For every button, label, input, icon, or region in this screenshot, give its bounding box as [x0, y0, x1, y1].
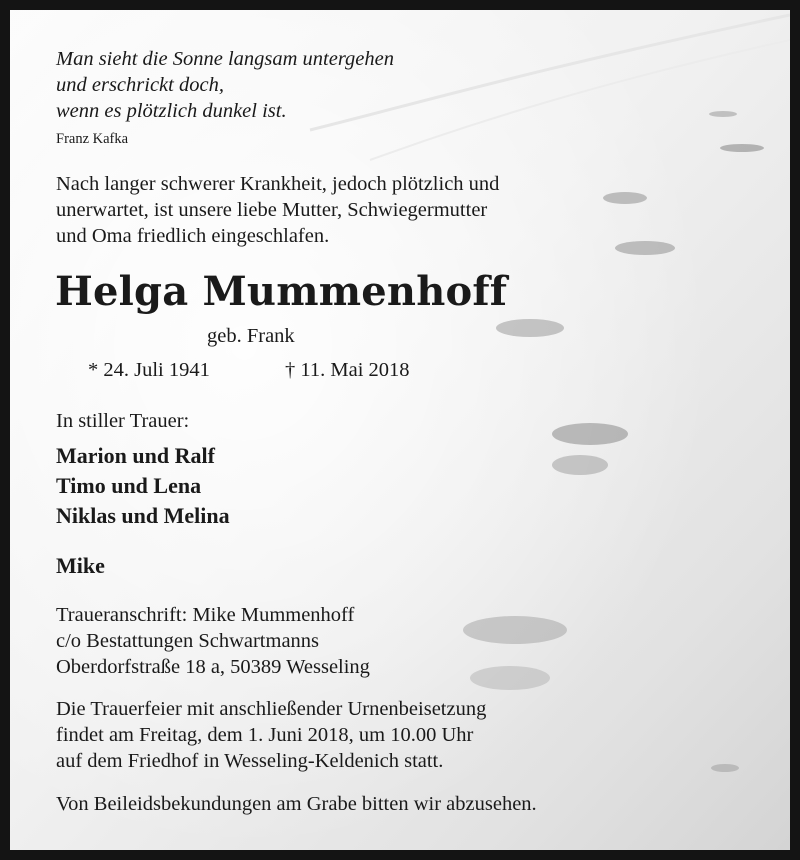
footprint	[496, 319, 564, 337]
quote-line: wenn es plötzlich dunkel ist.	[56, 100, 287, 122]
ceremony-line: auf dem Friedhof in Wesseling-Keldenich statt.	[56, 750, 444, 772]
footprint	[709, 111, 737, 117]
mourner-family: Timo und Lena	[56, 473, 202, 498]
quote-author: Franz Kafka	[56, 131, 129, 147]
quote-line: und erschrickt doch,	[56, 74, 224, 96]
death-date: † 11. Mai 2018	[285, 359, 410, 381]
mourning-intro: In stiller Trauer:	[56, 410, 190, 432]
mourner-family: Marion und Ralf	[56, 443, 215, 468]
footprint	[470, 666, 550, 690]
ceremony-line: Die Trauerfeier mit anschließender Urnenbeisetzung	[56, 698, 487, 720]
footprint	[552, 455, 608, 475]
mourner-single: Mike	[56, 553, 105, 578]
footprint	[463, 616, 567, 644]
footprint	[615, 241, 675, 255]
mourner-family: Niklas und Melina	[56, 503, 230, 528]
quote-line: Man sieht die Sonne langsam untergehen	[56, 48, 394, 70]
address-line: c/o Bestattungen Schwartmanns	[56, 630, 320, 652]
footprint	[720, 144, 764, 152]
closing-note: Von Beileidsbekundungen am Grabe bitten wir abzusehen.	[56, 793, 537, 815]
maiden-name: geb. Frank	[207, 325, 295, 347]
announcement-line: unerwartet, ist unsere liebe Mutter, Schwiegermutter	[56, 199, 488, 221]
deceased-name: Helga Mummenhoff	[55, 268, 508, 315]
birth-date: * 24. Juli 1941	[88, 359, 210, 381]
ceremony-line: findet am Freitag, dem 1. Juni 2018, um 10.00 Uhr	[56, 724, 474, 746]
address-line: Oberdorfstraße 18 a, 50389 Wesseling	[56, 656, 370, 678]
footprint	[711, 764, 739, 772]
announcement-line: und Oma friedlich eingeschlafen.	[56, 225, 330, 247]
address-line: Traueranschrift: Mike Mummenhoff	[56, 604, 355, 626]
footprint	[552, 423, 628, 445]
announcement-line: Nach langer schwerer Krankheit, jedoch plötzlich und	[56, 173, 500, 195]
footprint	[603, 192, 647, 204]
